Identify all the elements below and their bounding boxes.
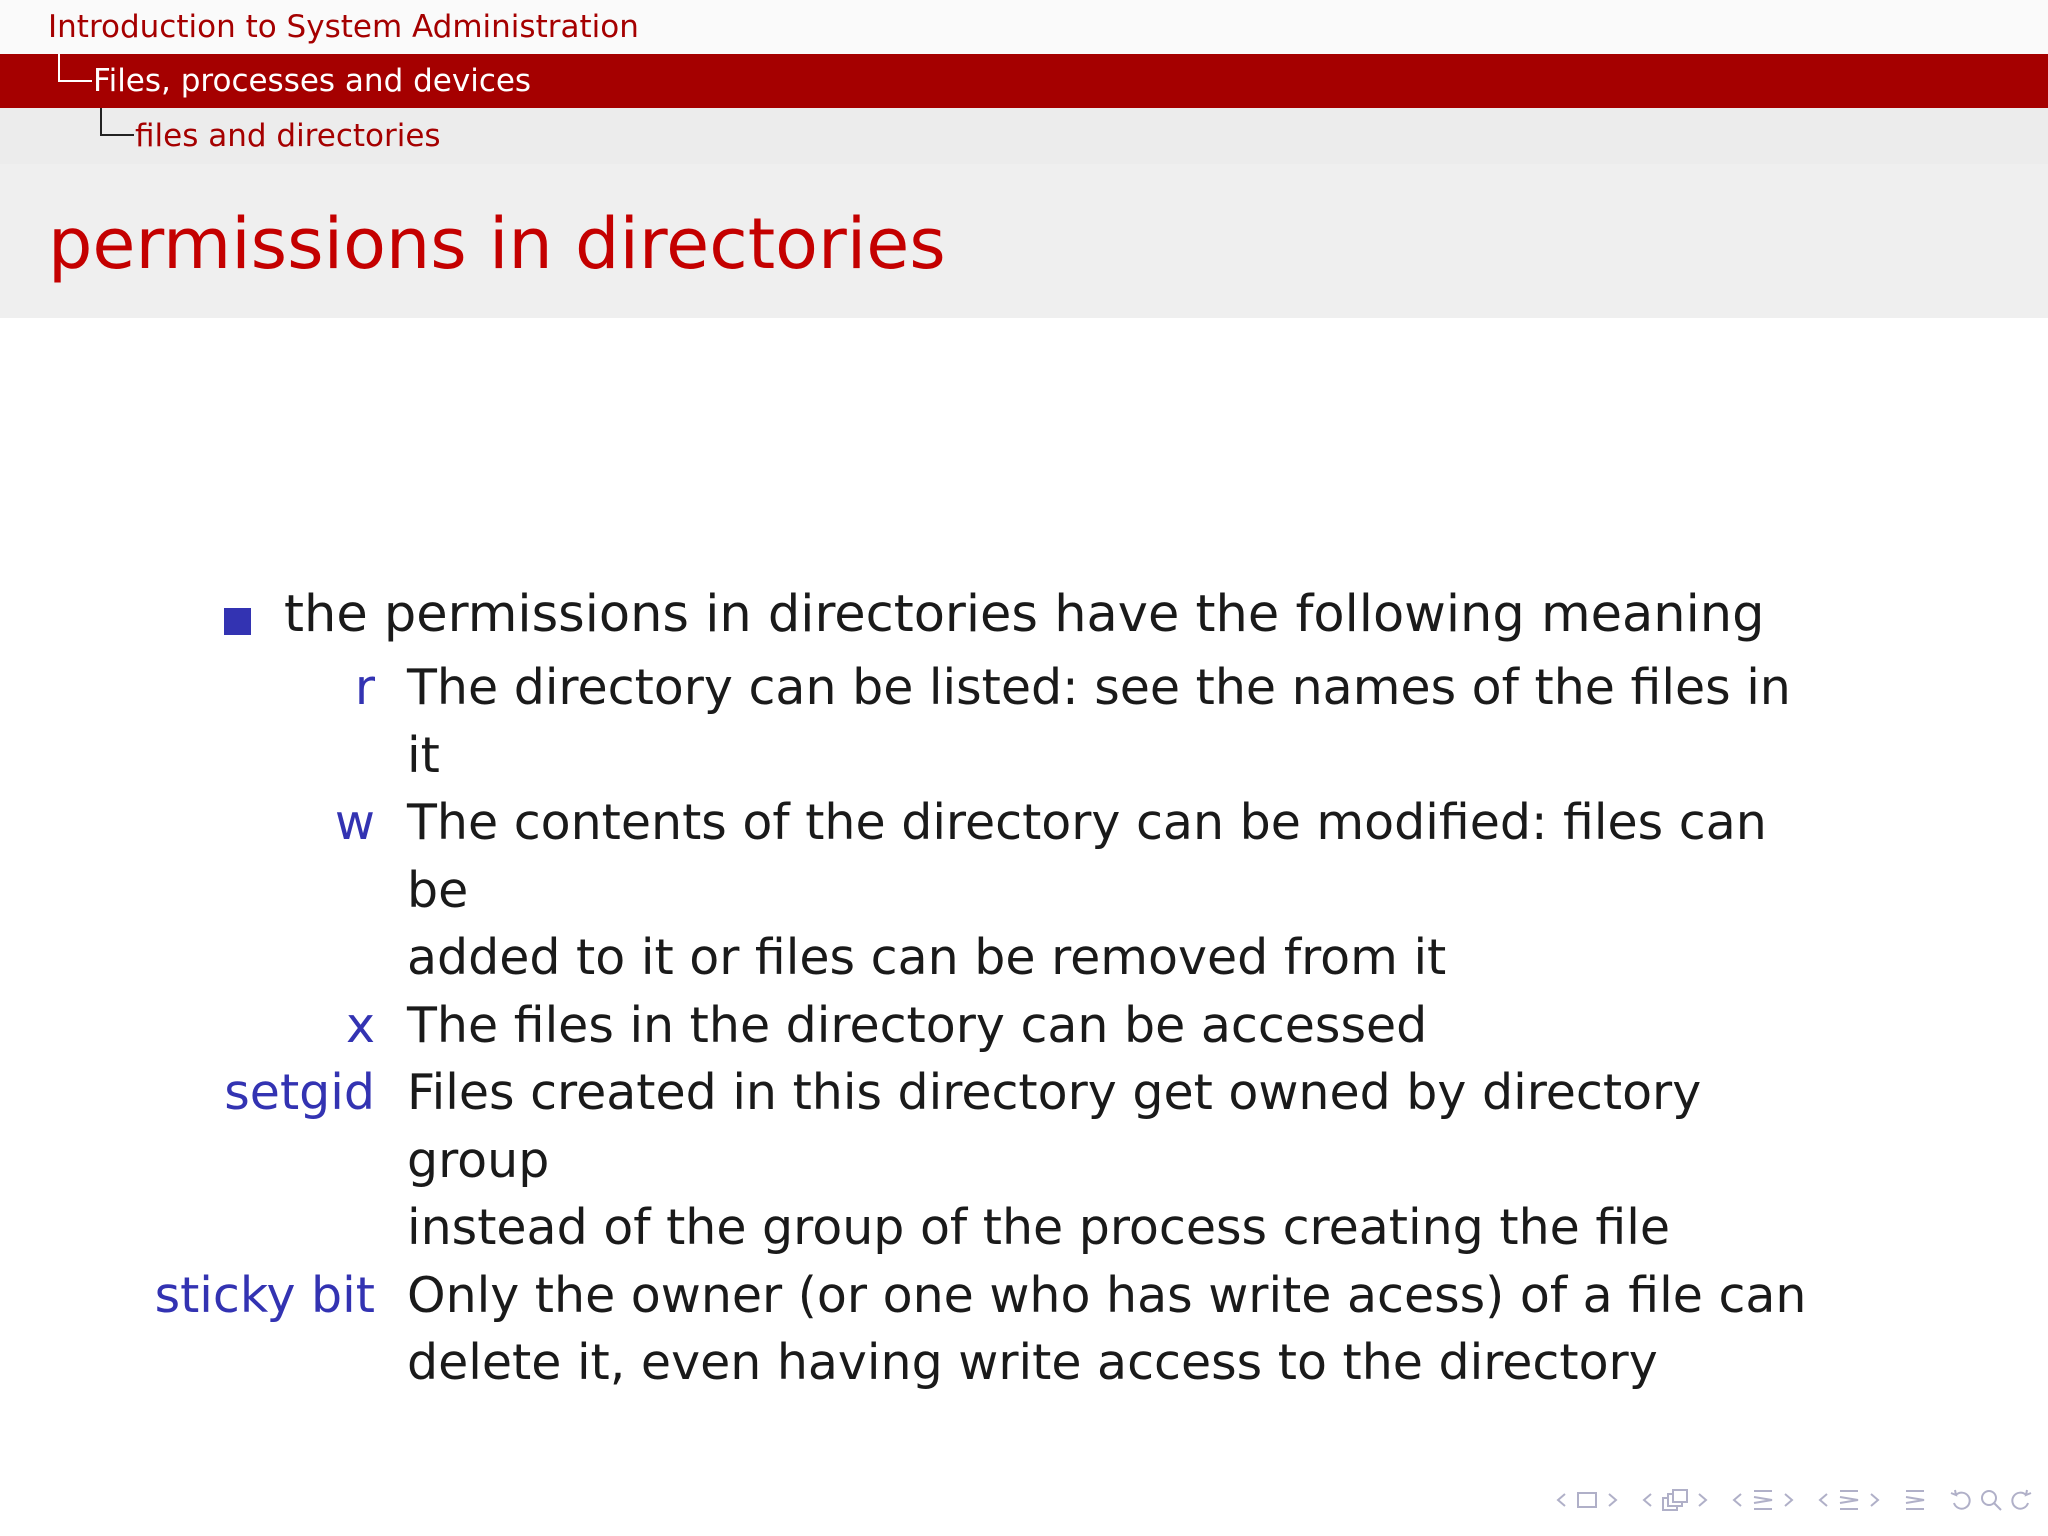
- description-item-r: [0, 654, 2048, 789]
- description-definition: The contents of the directory can be modified: files can be added to it or files can be removed from it: [407, 794, 1767, 986]
- subsection-nav-icon[interactable]: [1730, 1487, 1796, 1513]
- subsection-icon: [1750, 1487, 1776, 1513]
- description-definition: The directory can be listed: see the names of the files in it: [407, 659, 1791, 784]
- arrow-right-icon[interactable]: [1780, 1488, 1796, 1512]
- description-term: w: [334, 794, 375, 851]
- description-item-x: [0, 992, 2048, 1060]
- search-nav-group: [1948, 1487, 2034, 1513]
- header-section[interactable]: Introduction to System Administration: [48, 9, 639, 45]
- slide-nav-icon[interactable]: [1554, 1488, 1620, 1512]
- arrow-right-icon[interactable]: [1694, 1488, 1710, 1512]
- description-item-w: [0, 789, 2048, 992]
- description-definition: Files created in this directory get owned by directory group instead of the group of the process creating the file: [407, 1064, 1702, 1256]
- description-term: x: [346, 996, 375, 1054]
- description-definition: Only the owner (or one who has write acess) of a file can delete it, even having write access to the directory: [407, 1266, 1807, 1391]
- frame-nav-icon[interactable]: [1640, 1486, 1710, 1514]
- description-term: sticky bit: [154, 1266, 375, 1324]
- permission-description-list: [0, 654, 2048, 1397]
- arrow-left-icon[interactable]: [1554, 1488, 1570, 1512]
- description-definition: The files in the directory can be accessed: [407, 996, 1428, 1054]
- arrow-left-icon[interactable]: [1730, 1488, 1746, 1512]
- frame-icon: [1660, 1486, 1690, 1514]
- description-term: r: [354, 659, 375, 716]
- header-subsubsection[interactable]: files and directories: [135, 118, 441, 154]
- header-subsubsection-band: [0, 108, 2048, 164]
- tree-connector-icon: [97, 108, 135, 162]
- arrow-right-icon[interactable]: [1604, 1488, 1620, 1512]
- arrow-left-icon[interactable]: [1816, 1488, 1832, 1512]
- back-icon[interactable]: [1948, 1487, 1974, 1513]
- section-icon: [1836, 1487, 1862, 1513]
- navigation-symbols: [1540, 1482, 2034, 1518]
- forward-icon[interactable]: [2008, 1487, 2034, 1513]
- tree-connector-icon: [55, 54, 93, 108]
- section-nav-icon[interactable]: [1816, 1487, 1882, 1513]
- frame-title: permissions in directories: [48, 203, 946, 285]
- document-icon[interactable]: [1902, 1487, 1928, 1513]
- search-icon[interactable]: [1978, 1487, 2004, 1513]
- header-section-band: [0, 0, 2048, 54]
- slide-icon: [1574, 1488, 1600, 1512]
- bullet-text: the permissions in directories have the following meaning: [284, 585, 1765, 644]
- arrow-left-icon[interactable]: [1640, 1488, 1656, 1512]
- frame-title-band: [0, 164, 2048, 318]
- description-item-setgid: [0, 1059, 2048, 1262]
- document-nav-icon[interactable]: [1902, 1487, 1928, 1513]
- arrow-right-icon[interactable]: [1866, 1488, 1882, 1512]
- bullet-square-icon: [224, 608, 251, 635]
- description-term: setgid: [224, 1064, 375, 1121]
- header-subsection[interactable]: Files, processes and devices: [93, 63, 532, 99]
- header-subsection-band: [0, 54, 2048, 108]
- description-item-sticky-bit: [0, 1262, 2048, 1397]
